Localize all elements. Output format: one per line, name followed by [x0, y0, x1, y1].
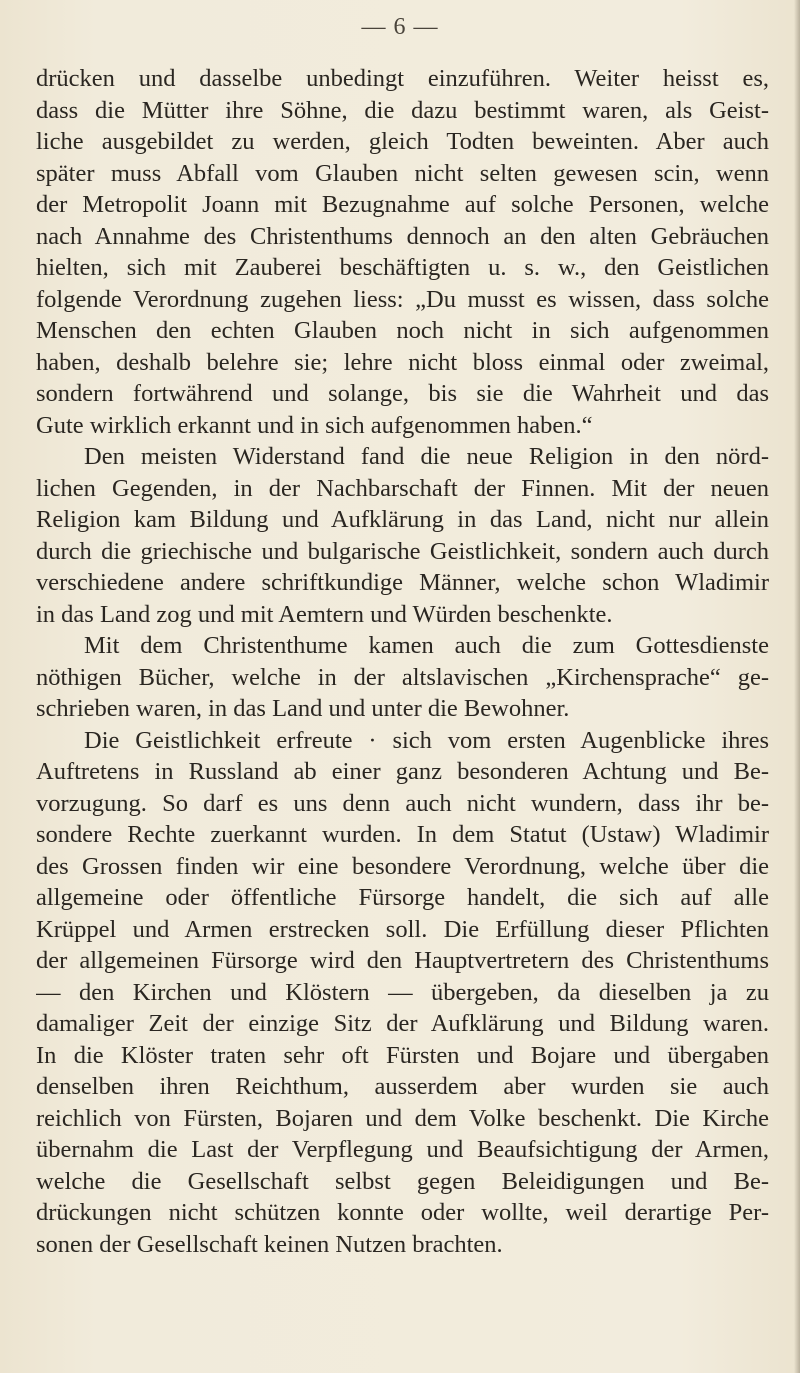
text-line: schrieben waren, in das Land und unter die Bewohner.: [36, 695, 570, 722]
text-line: drücken und dasselbe unbedingt einzuführen. Weiter heisst es,: [36, 65, 769, 92]
text-line: Die Geistlichkeit erfreute · sich vom ersten Augenblicke ihres: [84, 726, 769, 754]
text-line: dass die Mütter ihre Söhne, die dazu bestimmt waren, als Geist-: [36, 96, 769, 124]
text-line: In die Klöster traten sehr oft Fürsten und Bojare und übergaben: [36, 1041, 769, 1069]
text-line: folgende Verordnung zugehen liess: „Du musst es wissen, dass solche: [36, 285, 769, 313]
text-line: nöthigen Bücher, welche in der altslavischen „Kirchensprache“ ge-: [36, 663, 769, 691]
text-line: sondern fortwährend und solange, bis sie die Wahrheit und das: [36, 380, 769, 407]
text-line: vorzugung. So darf es uns denn auch nicht wundern, dass ihr be-: [36, 789, 769, 817]
text-line: des Grossen finden wir eine besondere Verordnung, welche über die: [36, 852, 769, 880]
text-line: welche die Gesellschaft selbst gegen Beleidigungen und Be-: [36, 1167, 769, 1195]
text-line: Den meisten Widerstand fand die neue Religion in den nörd-: [84, 443, 769, 470]
text-line: in das Land zog und mit Aemtern und Würden beschenkte.: [36, 600, 613, 628]
text-line: verschiedene andere schriftkundige Männer, welche schon Wladimir: [36, 569, 769, 596]
page-edge-shadow: [794, 0, 800, 1373]
text-line: Auftretens in Russland ab einer ganz besonderen Achtung und Be-: [36, 758, 769, 785]
text-line: der allgemeinen Fürsorge wird den Hauptvertretern des Christenthums: [36, 947, 769, 974]
text-line: Krüppel und Armen erstrecken soll. Die Erfüllung dieser Pflichten: [36, 915, 769, 943]
text-line: sonen der Gesellschaft keinen Nutzen brachten.: [36, 1230, 503, 1258]
body-text: [36, 63, 769, 1260]
text-line: übernahm die Last der Verpflegung und Beaufsichtigung der Armen,: [36, 1136, 769, 1163]
text-line: der Metropolit Joann mit Bezugnahme auf solche Personen, welche: [36, 191, 769, 218]
text-line: nach Annahme des Christenthums dennoch an den alten Gebräuchen: [36, 222, 769, 250]
text-line: haben, deshalb belehre sie; lehre nicht bloss einmal oder zweimal,: [36, 348, 769, 376]
text-line: Gute wirklich erkannt und in sich aufgenommen haben.“: [36, 411, 593, 439]
text-line: Religion kam Bildung und Aufklärung in das Land, nicht nur allein: [36, 506, 769, 533]
text-line: Mit dem Christenthume kamen auch die zum Gottesdienste: [84, 632, 769, 659]
text-line: Menschen den echten Glauben noch nicht in sich aufgenommen: [36, 317, 769, 344]
text-line: hielten, sich mit Zauberei beschäftigten u. s. w., den Geistlichen: [36, 254, 769, 281]
text-line: sondere Rechte zuerkannt wurden. In dem Statut (Ustaw) Wladimir: [36, 821, 769, 848]
text-line: durch die griechische und bulgarische Geistlichkeit, sondern auch durch: [36, 537, 769, 565]
text-line: — den Kirchen und Klöstern — übergeben, da dieselben ja zu: [36, 978, 769, 1006]
text-line: allgemeine oder öffentliche Fürsorge handelt, die sich auf alle: [36, 884, 769, 911]
text-line: reichlich von Fürsten, Bojaren und dem Volke beschenkt. Die Kirche: [36, 1104, 769, 1132]
page-number: — 6 —: [361, 14, 439, 40]
text-line: lichen Gegenden, in der Nachbarschaft der Finnen. Mit der neuen: [36, 474, 769, 502]
text-line: drückungen nicht schützen konnte oder wollte, weil derartige Per-: [36, 1199, 769, 1226]
text-line: später muss Abfall vom Glauben nicht selten gewesen scin, wenn: [36, 159, 769, 187]
text-line: liche ausgebildet zu werden, gleich Todten beweinten. Aber auch: [36, 128, 769, 155]
text-line: denselben ihren Reichthum, ausserdem aber wurden sie auch: [36, 1073, 769, 1100]
text-line: damaliger Zeit der einzige Sitz der Aufklärung und Bildung waren.: [36, 1010, 769, 1037]
